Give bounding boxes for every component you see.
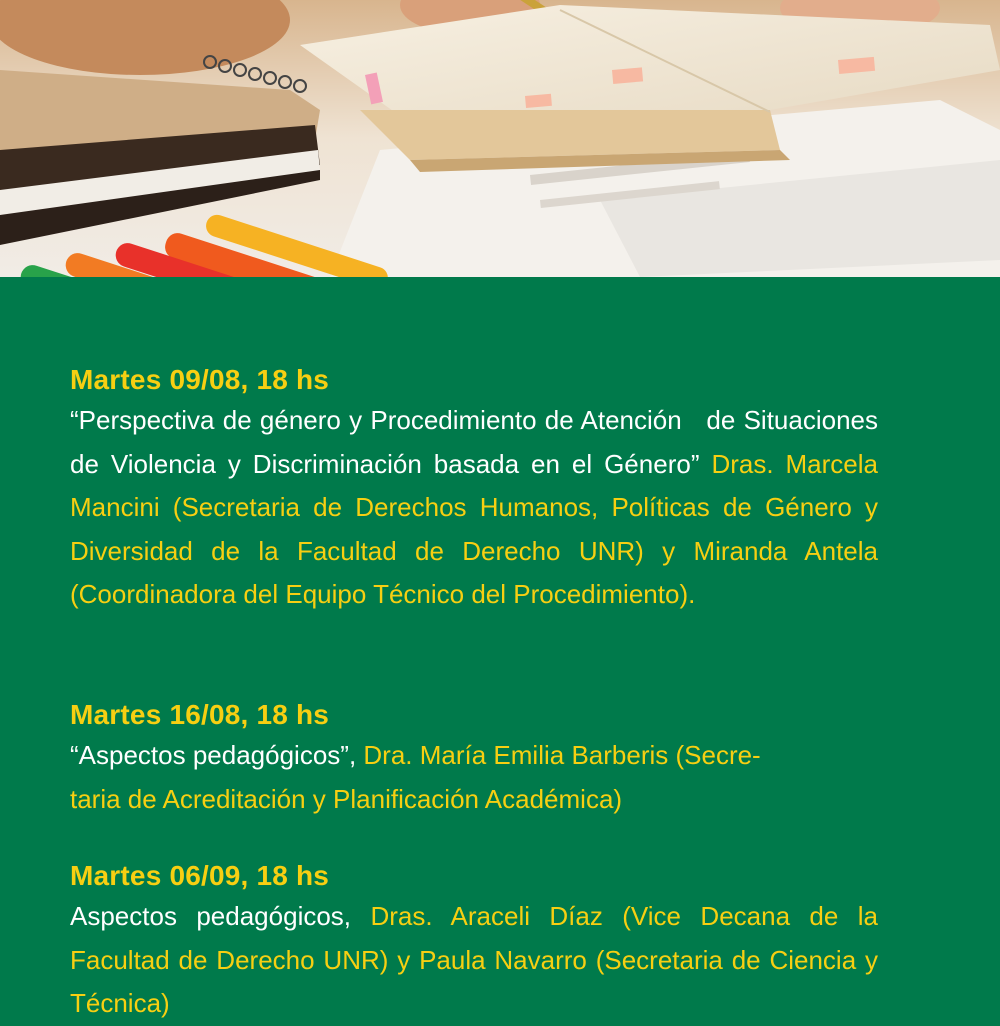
session-description: [70, 734, 878, 821]
session-title: “Aspectos pedagógicos”,: [70, 740, 357, 770]
session-speakers-line2: taria de Acreditación y Planificación Académica): [70, 783, 623, 814]
session-description: [70, 399, 886, 617]
study-desk-illustration: [0, 0, 1000, 277]
open-quote: “: [70, 405, 79, 435]
session-3: [70, 857, 878, 1026]
session-title: Aspectos pedagógicos,: [70, 901, 352, 931]
session-speakers: Dras. Marcela Mancini (Secretaria de Derechos Humanos, Políticas de Género y Diversidad de la Facultad de Derecho UNR) y Miranda Antela (Coordinadora del Equipo Técnico del Procedimiento): [70, 448, 878, 609]
session-description: [70, 895, 878, 1026]
session-date: Martes 09/08, 18 hs: [70, 364, 330, 395]
close-quote: ”: [690, 448, 700, 479]
schedule-panel: [0, 277, 1000, 1018]
session-speakers: Dras. Araceli Díaz (Vice Decana de la Facultad de Derecho UNR) y Paula Navarro (Secretaria de Ciencia y Técnica): [70, 901, 878, 1018]
session-speakers-line1: Dra. María Emilia Barberis (Secre-: [363, 740, 761, 770]
session-date: Martes 06/09, 18 hs: [70, 860, 330, 891]
session-title: Perspectiva de género y Procedimiento de Atención de Situaciones de Violencia y Discriminación basada en el Género: [70, 405, 886, 479]
session-1: [70, 361, 886, 617]
session-date: Martes 16/08, 18 hs: [70, 699, 330, 730]
session-2: [70, 696, 878, 821]
session-end: .: [688, 579, 696, 609]
header-photo: [0, 0, 1000, 277]
